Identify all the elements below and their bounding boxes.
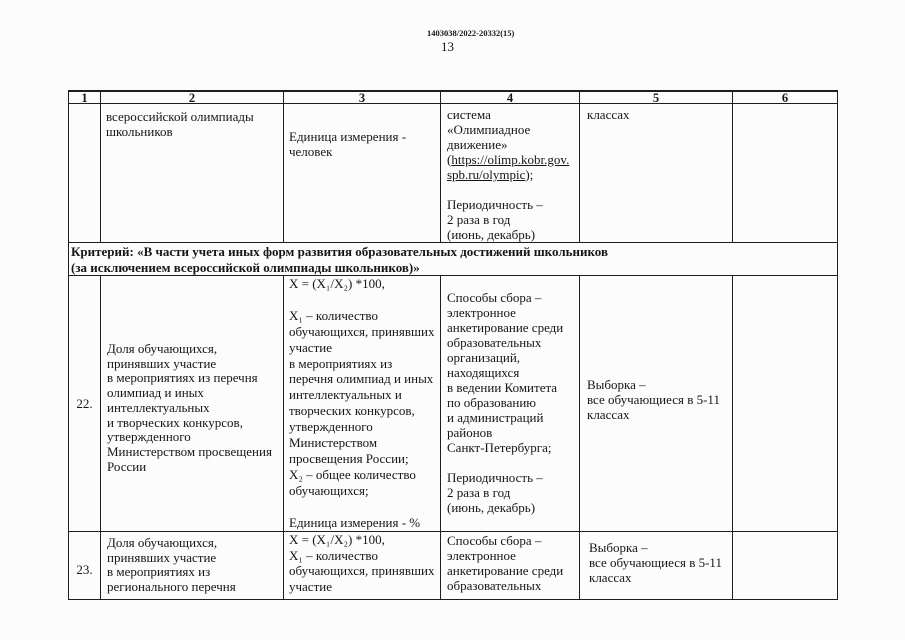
text-line: школьников <box>106 123 173 139</box>
criterion-row <box>68 243 838 276</box>
collection-method-cell <box>441 276 580 532</box>
text-line: в мероприятиях из <box>107 564 211 580</box>
text-line: Периодичность – <box>447 197 543 212</box>
sample-cell <box>580 532 733 600</box>
text-line: интеллектуальных <box>107 399 210 415</box>
sample-cell <box>580 104 733 243</box>
indicator-text <box>106 110 254 139</box>
column-number: 2 <box>188 90 196 105</box>
collection-method-text <box>447 533 563 593</box>
text-line: 2 раза в год <box>447 485 511 500</box>
text-line: «Олимпиадное <box>447 122 531 137</box>
collection-method-text <box>447 290 563 515</box>
text-line: электронное <box>447 548 516 563</box>
text-line: творческих конкурсов, <box>289 403 415 419</box>
text-line: Способы сбора – <box>447 290 542 305</box>
text-line: Доля обучающихся, <box>107 341 218 356</box>
paragraph <box>447 470 563 515</box>
text-line: Критерий: «В части учета иных форм развития образовательных достижений школьников <box>71 244 608 259</box>
text-line: (июнь, декабрь) <box>447 500 536 515</box>
column-header-5 <box>580 90 733 104</box>
text-line: X = (X₁/X₂) *100, <box>289 532 385 547</box>
column-number: 5 <box>652 90 660 105</box>
text-line: Доля обучающихся, <box>107 535 218 550</box>
column-header-3 <box>284 90 441 104</box>
text-line: Министерством просвещения <box>107 443 272 459</box>
row-number-cell <box>68 104 101 243</box>
paragraph <box>587 107 630 122</box>
text-line: участие <box>289 339 332 355</box>
indicator-text <box>107 536 236 595</box>
paragraph <box>589 540 722 585</box>
row-number: 23. <box>76 562 93 577</box>
indicator-cell <box>101 276 284 532</box>
text-line: в мероприятиях из <box>289 355 393 371</box>
text-line: анкетирование среди <box>447 563 564 578</box>
paragraph <box>289 515 434 531</box>
paragraph <box>447 533 563 593</box>
text-line <box>447 167 569 182</box>
paragraph <box>447 290 563 455</box>
text-line: Единица измерения - % <box>289 514 421 530</box>
column-number: 6 <box>781 90 789 105</box>
indicator-text <box>107 342 272 474</box>
paragraph <box>107 342 272 474</box>
indicators-table <box>68 90 838 600</box>
text-line: Санкт-Петербурга; <box>447 440 552 455</box>
column-number: 3 <box>358 90 366 105</box>
text-line: обучающихся, принявших <box>289 323 435 339</box>
text-line: принявших участие <box>107 355 217 371</box>
criterion-text <box>71 244 608 275</box>
row-number-cell <box>68 276 101 532</box>
text-line: по образованию <box>447 395 537 410</box>
paragraph <box>289 308 434 499</box>
text-line: перечня олимпиад и иных <box>289 371 434 387</box>
paragraph <box>447 197 569 242</box>
formula-cell <box>284 276 441 532</box>
formula-text <box>289 129 406 159</box>
page-number: 13 <box>441 39 454 54</box>
sample-text <box>589 540 722 585</box>
paragraph <box>289 129 406 159</box>
collection-method-cell <box>441 532 580 600</box>
column-header-6 <box>733 90 838 104</box>
column-header-4 <box>441 90 580 104</box>
empty-cell-col6 <box>733 532 838 600</box>
column-header-2 <box>101 90 284 104</box>
text-line: человек <box>289 144 333 159</box>
paragraph <box>106 110 254 139</box>
text-line: регионального перечня <box>107 579 236 595</box>
paragraph <box>447 107 569 182</box>
text-line: утвержденного <box>107 429 191 445</box>
text-line: России <box>107 458 147 474</box>
paragraph <box>289 532 434 594</box>
empty-cell-col6 <box>733 104 838 243</box>
text-line: все обучающиеся в 5-11 <box>589 555 722 570</box>
text-line: 2 раза в год <box>447 212 511 227</box>
column-number: 1 <box>81 90 88 105</box>
url-text: https://olimp.kobr.gov. <box>451 152 570 167</box>
text-line: образовательных <box>447 335 542 350</box>
text-line: олимпиад и иных <box>107 385 204 401</box>
row-number: 22. <box>76 396 93 411</box>
text-line: X₁ – количество <box>289 547 378 563</box>
text-line: классах <box>589 570 632 585</box>
text-line: образовательных <box>447 578 542 593</box>
text-line: утвержденного <box>289 419 373 435</box>
text-line: Выборка – <box>589 540 648 555</box>
indicator-cell <box>101 532 284 600</box>
column-header-1 <box>68 90 101 104</box>
text-line: всероссийской олимпиады <box>106 109 254 124</box>
text-line: районов <box>447 425 493 440</box>
text-line: и администраций <box>447 410 544 425</box>
paragraph <box>289 276 434 292</box>
formula-cell <box>284 104 441 243</box>
text-line: Выборка – <box>587 377 646 392</box>
collection-method-cell <box>441 104 580 243</box>
text-line: и творческих конкурсов, <box>107 414 243 430</box>
text-line: движение» <box>447 137 508 152</box>
sample-cell <box>580 276 733 532</box>
formula-text <box>289 532 434 594</box>
text-line: находящихся <box>447 365 520 380</box>
empty-cell-col6 <box>733 276 838 532</box>
text-line: принявших участие <box>107 549 217 565</box>
text-line: интеллектуальных и <box>289 387 402 403</box>
column-number: 4 <box>506 90 514 105</box>
text-line: анкетирование среди <box>447 320 564 335</box>
text-line: классах <box>587 407 630 422</box>
text-line <box>447 152 569 167</box>
text-line: электронное <box>447 305 516 320</box>
text-line: Единица измерения - <box>289 129 407 144</box>
text-segment: ( <box>447 152 452 167</box>
text-line: все обучающиеся в 5-11 <box>587 392 720 407</box>
text-line: (июнь, декабрь) <box>447 227 536 242</box>
row-number-cell <box>68 532 101 600</box>
text-line: X₂ – общее количество <box>289 466 416 482</box>
text-line: классах <box>587 107 630 122</box>
text-line: участие <box>289 578 332 594</box>
paragraph <box>107 536 236 595</box>
text-line: Периодичность – <box>447 470 543 485</box>
text-line: (за исключением всероссийской олимпиады школьников)» <box>71 259 420 275</box>
collection-method-text <box>447 107 569 242</box>
formula-text <box>289 276 434 530</box>
text-segment: ); <box>525 167 534 182</box>
sample-text <box>587 377 720 422</box>
text-line: в мероприятиях из перечня <box>107 370 258 386</box>
text-line: организаций, <box>447 350 521 365</box>
text-line: обучающихся; <box>289 482 369 498</box>
indicator-cell <box>101 104 284 243</box>
text-line: Министерством <box>289 435 378 451</box>
paragraph <box>71 244 608 275</box>
text-line: система <box>447 107 491 122</box>
text-line: просвещения России; <box>289 450 409 466</box>
text-line: обучающихся, принявших <box>289 563 435 578</box>
text-line: X = (X₁/X₂) *100, <box>289 276 385 291</box>
paragraph <box>587 377 720 422</box>
formula-cell <box>284 532 441 600</box>
sample-text <box>587 107 630 122</box>
text-line: в ведении Комитета <box>447 380 558 395</box>
registration-number: 1403038/2022-20332(15) <box>427 28 515 38</box>
text-line: Способы сбора – <box>447 533 542 548</box>
text-line: X₁ – количество <box>289 307 378 323</box>
url-text: spb.ru/olympic <box>447 167 526 182</box>
